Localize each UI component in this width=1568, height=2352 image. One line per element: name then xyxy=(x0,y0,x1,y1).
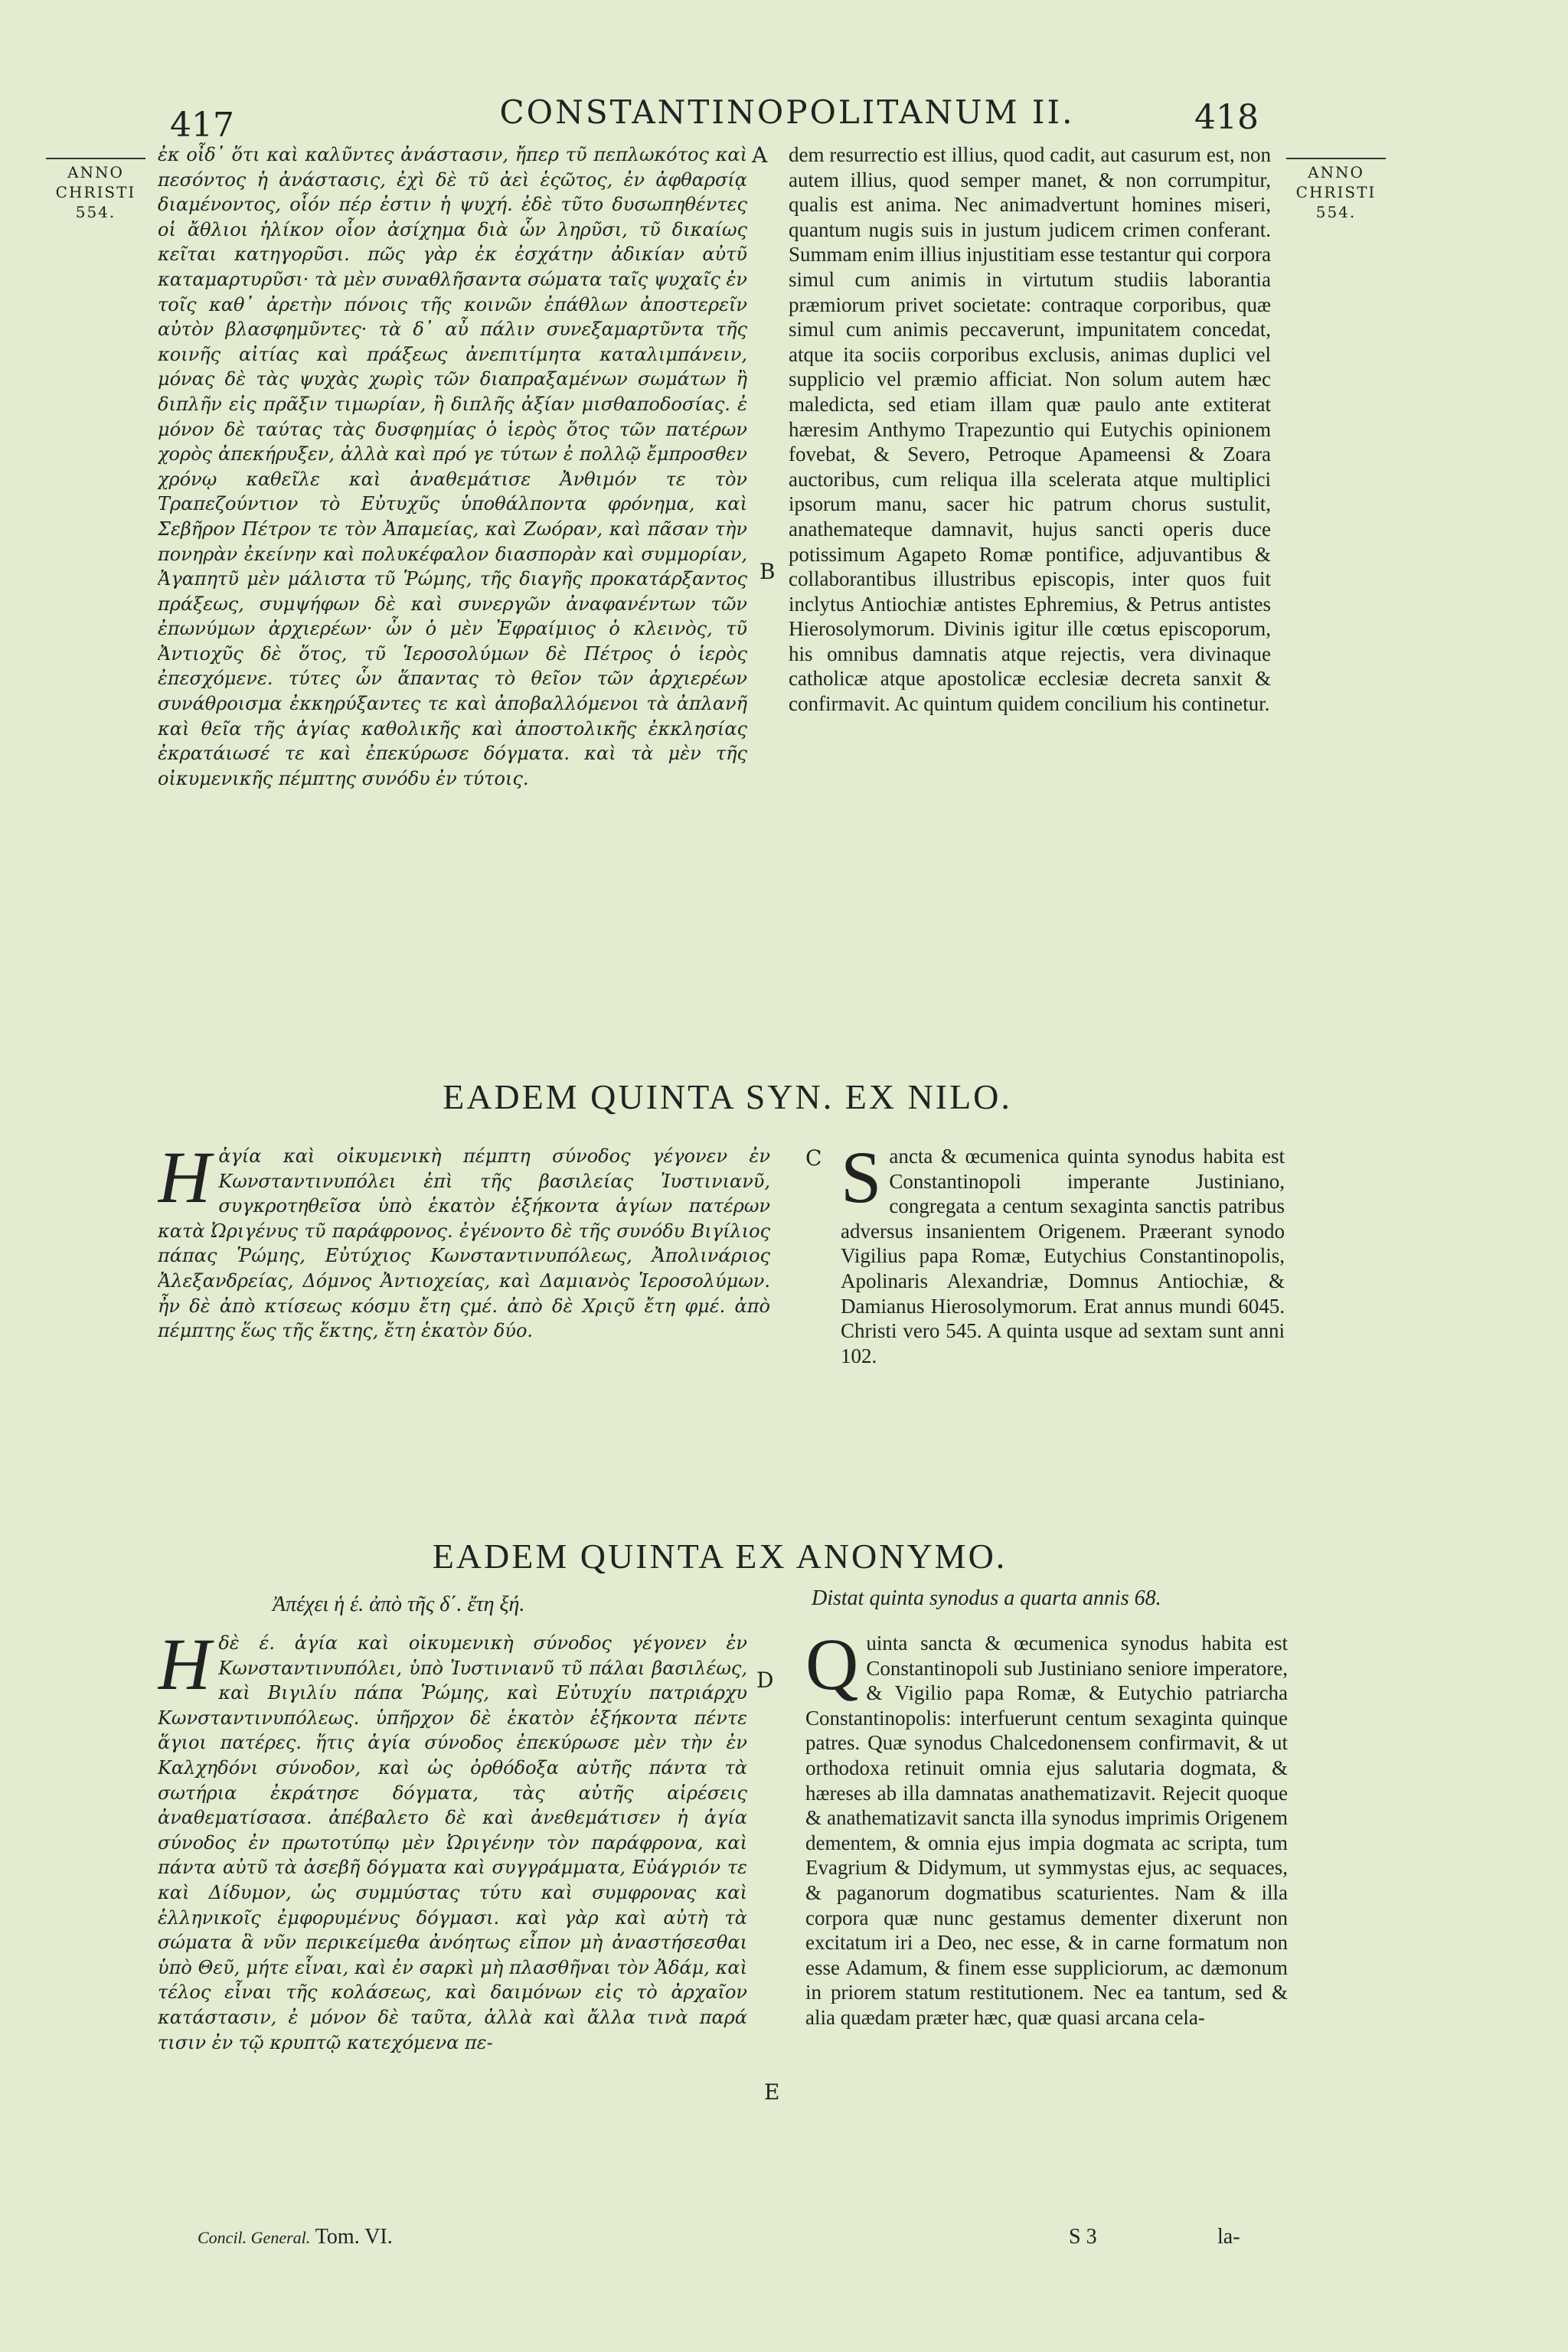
margin-note-line: CHRISTI xyxy=(55,183,136,201)
margin-rule xyxy=(46,158,145,159)
latin-subheading: Distat quinta synodus a quarta annis 68. xyxy=(812,1586,1161,1610)
latin-column-nilo xyxy=(841,1144,1285,1427)
catchword: la- xyxy=(1217,2225,1240,2249)
latin-column-anonymo xyxy=(805,1631,1288,2220)
latin-text: ancta & œcumenica quinta synodus habita est Constantinopoli imperante Justiniano, congregata a centum sexaginta sanctis patribus adversus insanientem Origenem. Præerant synodo Vigilius papa Romæ, Eutychius Constantinopolis, Apolinaris Alexandriæ, Domnus Antiochiæ, & Damianus Hierosolymorum. Erat annus mundi 6045. Christi vero 545. A quinta usque ad sextam sunt anni 102. xyxy=(841,1145,1285,1367)
drop-capital: Η xyxy=(158,1144,211,1218)
drop-capital: S xyxy=(841,1144,882,1218)
margin-note-line: 554. xyxy=(75,203,116,221)
printer-signature: S 3 xyxy=(1069,2225,1097,2249)
latin-column-top xyxy=(789,142,1271,1000)
section-letter-a: A xyxy=(752,142,768,168)
greek-column-top xyxy=(158,142,747,1046)
page-number-left: 417 xyxy=(170,106,234,145)
section-heading-anonymo: EADEM QUINTA EX ANONYMO. xyxy=(432,1537,1008,1576)
page-number-right: 418 xyxy=(1194,98,1259,137)
section-letter-d: D xyxy=(756,1668,774,1693)
section-letter-c: C xyxy=(805,1145,822,1171)
greek-text: ἁγία καὶ οἰκυμενικὴ πέμπτη σύνοδος γέγονεν ἐν Κωνσταντινυπόλει ἐπὶ τῆς βασιλείας Ἰυστινιανῦ, συγκροτηθεῖσα ὑπὸ ἑκατὸν ἑξήκοντα ἁγίων πατέρων κατὰ Ὠριγένυς τῦ παράφρονος. ἐγένοντο δὲ τῆς συνόδυ Βιγίλιος πάπας Ῥώμης, Εὐτύχιος Κωνσταντινυπόλεως, Ἀπολινάριος Ἀλεξανδρείας, Δόμνος Ἀντιοχείας, καὶ Δαμιανὸς Ἱεροσολύμων. ἦν δὲ ἀπὸ κτίσεως κόσμυ ἔτη ςμέ. ἀπὸ δὲ Χριςῦ ἔτη φμέ. ἀπὸ πέμπτης ἕως τῆς ἕκτης, ἔτη ἑκατὸν δύο. xyxy=(158,1145,770,1342)
section-heading-nilo: EADEM QUINTA SYN. EX NILO. xyxy=(443,1077,1012,1116)
margin-note-line: ANNO xyxy=(1308,163,1364,181)
section-letter-b: B xyxy=(760,559,776,584)
latin-text: uinta sancta & œcumenica synodus habita est Constantinopoli sub Justiniano seniore imperatore, & Vigilio papa Romæ, & Eutychio patriarcha Constantinopolis: interfuerunt centum sexaginta quinque patres. Quæ synodus Chalcedonensem confirmavit, & ut orthodoxa retinuit omnia ejus salutaria dogmata, & hæreses ab illa damnatas anathematizavit. Rejecit quoque & anathematizavit sancta illa synodus imprimis Origenem dementem, & omnia ejus impia dogmata ac scripta, tum Evagrium & Didymum, ut symmystas ejus, ac sequaces, & paganorum dogmatibus scaturientes. Nam & illa corpora quæ nunc gestamus dementer dixerunt non excitatum iri a Deo, nec esse, & in carne formatum non esse Adamum, & finem esse suppliciorum, ac dæmonum in priorem statum restitutionem. Nec ea tantum, sed & alia quædam præter hæc, quæ quasi arcana cela- xyxy=(805,1632,1288,2029)
margin-rule xyxy=(1286,158,1386,159)
greek-text: δὲ έ. ἁγία καὶ οἰκυμενικὴ σύνοδος γέγονεν ἐν Κωνσταντινυπόλει, ὑπὸ Ἰυστινιανῦ τῦ πάλαι βασιλέως, καὶ Βιγιλίυ πάπα Ῥώμης, καὶ Εὐτυχίυ πατριάρχυ Κωνσταντινυπόλεως. ὑπῆρχον δὲ ἑκατὸν ἑξήκοντα πέντε ἅγιοι πατέρες. ἥτις ἁγία σύνοδος ἐπεκύρωσε μὲν τὴν ἐν Καλχηδόνι σύνοδον, καὶ ὡς ὀρθόδοξα αὐτῆς πάντα τὰ σωτήρια ἐκράτησε δόγματα, τὰς αὐτῆς αἱρέσεις ἀναθεματίσασα. ἀπέβαλετο δὲ καὶ ἀνεθεμάτισεν ἡ ἁγία σύνοδος ἐν πρωτοτύπῳ μὲν Ὠριγένην τὸν παράφρονα, καὶ πάντα αὐτῦ τὰ ἀσεβῆ δόγματα καὶ συγγράμματα, Εὐάγριόν τε καὶ Δίδυμον, ὡς συμμύστας τύτυ καὶ συμφρονας καὶ ἑλληνικοῖς ἐμφορυμένυς δόγμασι. καὶ γὰρ καὶ αὐτὴ τὰ σώματα ἃ νῦν περικείμεθα ἀνόητως εἶπον μὴ ἀναστήσεσθαι ὑπὸ Θεῦ, μήτε εἶναι, καὶ ἐν σαρκὶ μὴ πλασθῆναι τὸν Ἀδάμ, καὶ τέλος εἶναι τῆς κολάσεως, καὶ δαιμόνων εἰς τὸ ἀρχαῖον κατάστασιν, ἐ μόνον δὲ ταῦτα, ἀλλὰ καὶ ἄλλα τινὰ παρά τισιν ἐν τῷ κρυπτῷ κατεχόμενα πε- xyxy=(158,1632,747,2053)
drop-capital: Q xyxy=(805,1631,859,1705)
greek-subheading: Ἀπέχει ἡ έ. ἀπὸ τῆς δ΄. ἔτη ξή. xyxy=(273,1592,525,1616)
margin-note-right xyxy=(1286,158,1386,222)
footer-series: Concil. General. xyxy=(198,2228,311,2247)
footer-tome: Tom. VI. xyxy=(315,2225,393,2249)
greek-column-anonymo xyxy=(158,1631,747,2220)
margin-note-line: ANNO xyxy=(67,163,124,181)
greek-text: ἐκ οἶδ᾽ ὅτι καὶ καλῦντες ἀνάστασιν, ἤπερ τῦ πεπλωκότος καὶ πεσόντος ἡ ἀνάστασις, ἐχὶ δὲ τῦ ἀεὶ ἑςῶτος, ἐν ἀφθαρσίᾳ διαμένοντος, οἷόν πέρ ἐστιν ἡ ψυχή. ἐδὲ τῦτο δυσωπηθέντες οἱ ἄθλιοι ἡλίκον οἷον ἀσίχημα διὰ ὧν ληρῦσι, τῦ δικαίως κεῖται κατηγορῦσι. πῶς γὰρ ἐκ ἐσχάτην ἀδικίαν αὐτῦ καταμαρτυρῦσι· τὰ μὲν συναθλῆσαντα σώματα ταῖς ψυχαῖς ἐν τοῖς καθ᾽ ἀρετὴν πόνοις τῆς κοινῶν ἐπάθλων ἀποστερεῖν αὐτὸν βλασφημῦντες· τὰ δ᾽ αὖ πάλιν συνεξαμαρτῦντα τῆς κοινῆς αἰτίας καὶ πράξεως ἀνεπιτίμητα καταλιμπάνειν, μόνας δὲ τὰς ψυχὰς χωρὶς τῶν διαπραξαμένων σωμάτων ἢ διπλῆν εἰς πρᾶξιν τιμωρίαν, ἢ διπλῆς ἀξίαν μισθαποδοσίας. ἐ μόνον δὲ ταύτας τὰς δυσφημίας ὁ ἱερὸς ὅτος τῶν πατέρων χορὸς ἀπεκήρυξεν, ἀλλὰ καὶ πρό γε τύτων ἐ πολλῷ ἔμπροσθεν χρόνῳ καθεῖλε καὶ ἀναθεμάτισε Ἀνθιμόν τε τὸν Τραπεζούντιον τὸ Εὐτυχῦς ὑποθάλποντα φρόνημα, καὶ Σεβῆρον Πέτρον τε τὸν Ἀπαμείας, καὶ Ζωόραν, καὶ πᾶσαν τὴν πονηρὰν ἐκείνην καὶ πολυκέφαλον διασπορὰν καὶ συμμορίαν, Ἀγαπητῦ μὲν μάλιστα τῦ Ῥώμης, τῆς διαγῆς προκατάρξαντος πράξεως, συμψήφων δὲ καὶ συνεργῶν ἀναφανέντων τῶν ἐπωνύμων ἀρχιερέων· ὧν ὁ μὲν Ἐφραίμιος ὁ κλεινὸς, τῦ Ἀντιοχῦς δὲ ὅτος, τῦ Ἱεροσολύμων δὲ Πέτρος ὁ ἱερὸς ἐπεσχόμενε. τύτες ὧν ἅπαντας τὸ θεῖον τῶν ἀρχιερέων συνάθροισμα ἐκκηρύξαντες τε καὶ ἀποβαλλόμενοι τὰ ἀπλανῆ καὶ θεῖα τῆς ἁγίας καθολικῆς καὶ ἀποστολικῆς ἐκκλησίας ἐκρατάιωσέ τε καὶ ἐπεκύρωσε δόγματα. καὶ τὰ μὲν τῆς οἰκυμενικῆς πέμπτης συνόδυ ἐν τύτοις. xyxy=(158,144,747,789)
running-title: CONSTANTINOPOLITANUM II. xyxy=(499,93,1075,131)
section-letter-e: E xyxy=(764,2079,780,2105)
drop-capital: Η xyxy=(158,1631,211,1705)
footer-volume xyxy=(198,2225,393,2249)
latin-text: dem resurrectio est illius, quod cadit, aut casurum est, non autem illius, quod semper manet, & non corrumpitur, qualis est anima. Nec animadvertunt homines miseri, quantum nugis suis in justum judicem crimen conferant. Summam enim illius injustitiam esse testantur qui corpora simul cum animis in virtutum studiis laborantia præmiorum privet societate: contraque corporibus, quæ simul cum animis peccaverunt, impunitatem concedat, atque ita sociis corporibus exclusis, animas duplici vel supplicio vel præmio afficiat. Non solum autem hæc maledicta, sed etiam illam quæ paulo ante extiterat hæresim Anthymo Trapezuntio qui Eutychis opinionem fovebat, & Severo, Petroque Apameensi & Zoara auctoribus, cum reliqua illa scelerata atque multiplici ipsorum manu, sacer hic patrum chorus sustulit, anathemateque damnavit, hujus sancti operis duce potissimum Agapeto Romæ pontifice, adjuvantibus & collaborantibus illustribus episcopis, inter quos fuit inclytus Antiochiæ antistes Ephremius, & Petrus antistes Hierosolymorum. Divinis igitur ille cœtus episcoporum, his omnibus damnatis atque rejectis, vera divinaque catholicæ atque apostolicæ ecclesiæ decreta sanxit & confirmavit. Ac quintum quidem concilium his continetur. xyxy=(789,143,1271,716)
margin-note-line: CHRISTI xyxy=(1295,183,1377,201)
greek-column-nilo xyxy=(158,1144,770,1527)
margin-note-line: 554. xyxy=(1315,203,1357,221)
margin-note-left xyxy=(46,158,145,222)
